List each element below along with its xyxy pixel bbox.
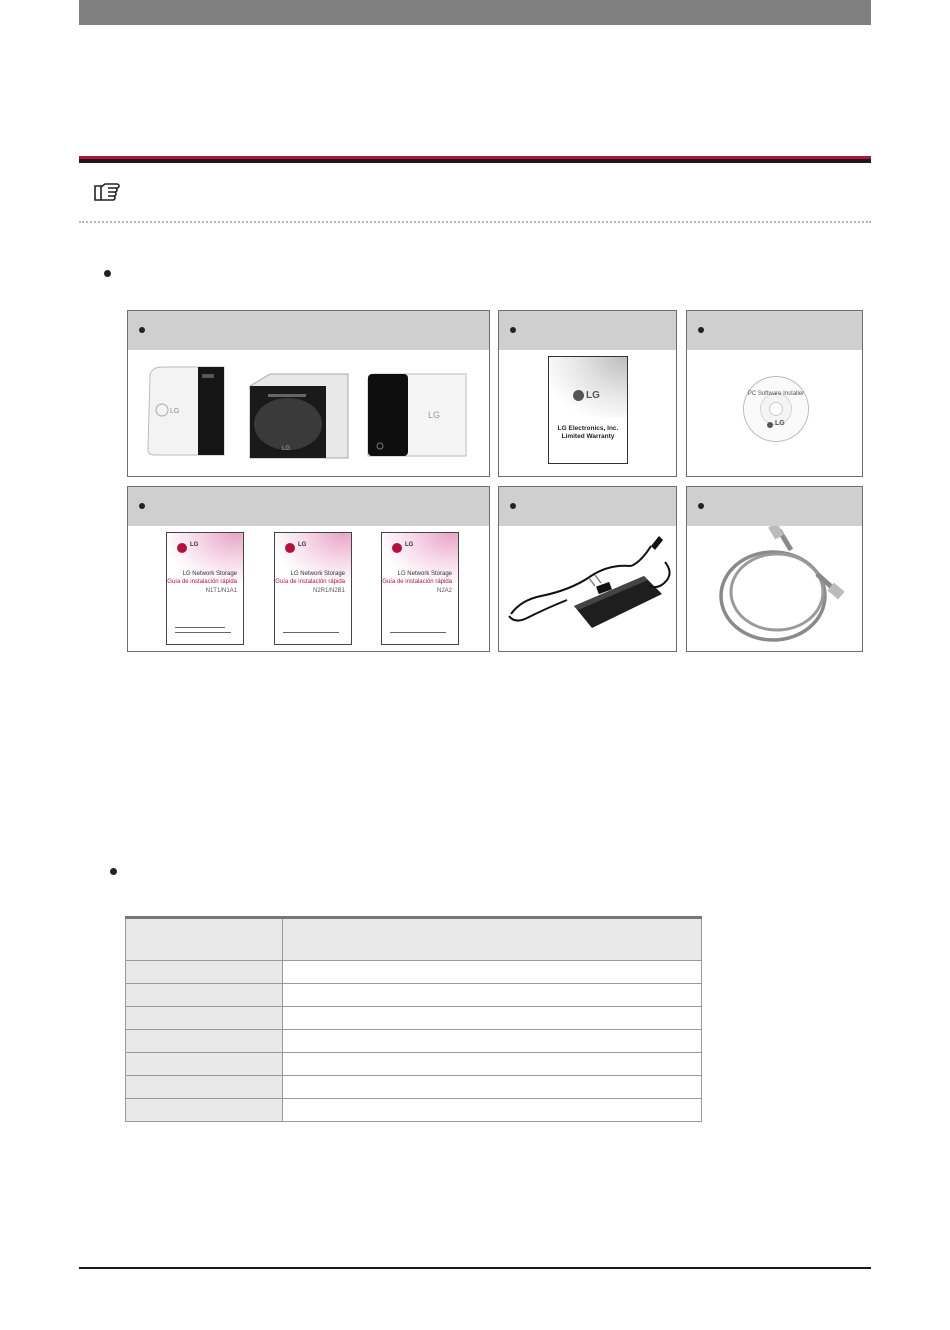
guide-title: Guía de instalación rápida xyxy=(167,579,237,585)
guide-model: N2A2 xyxy=(436,588,452,594)
svg-text:LG: LG xyxy=(282,446,291,452)
page-footer-rule xyxy=(79,1267,871,1269)
warranty-booklet xyxy=(548,356,628,464)
bullet-dot xyxy=(139,503,145,509)
pointing-hand-icon xyxy=(92,180,122,206)
guide-brand: LG xyxy=(190,542,199,548)
bullet-dot xyxy=(110,868,117,875)
guide-model: N1T1/N1A1 xyxy=(205,588,237,594)
bullet-dot xyxy=(510,327,516,333)
cd-label: PC Software Installer xyxy=(747,391,805,397)
guide-brand: LG xyxy=(405,542,414,548)
panel-software-cd xyxy=(686,310,863,477)
cd-brand: LG xyxy=(775,420,785,427)
lan-cable-image xyxy=(687,526,862,651)
guide-model: N2R1/N2B1 xyxy=(312,588,345,594)
guide-title: Guía de instalación rápida xyxy=(382,579,452,585)
bullet-dot xyxy=(698,503,704,509)
table-row xyxy=(126,1007,702,1030)
warranty-brand: LG xyxy=(586,390,600,401)
bullet-dot xyxy=(510,503,516,509)
warranty-text-line1: LG Electronics, Inc. xyxy=(557,425,619,432)
table-header-row xyxy=(126,918,702,961)
table-row xyxy=(126,1099,702,1122)
panel-header xyxy=(687,311,862,350)
bullet-dot xyxy=(139,327,145,333)
dotted-divider xyxy=(79,221,871,223)
panel-header xyxy=(128,487,489,526)
page-header-bar xyxy=(79,0,871,25)
panel-warranty xyxy=(498,310,677,477)
software-cd xyxy=(743,376,809,442)
warranty-text-line2: Limited Warranty xyxy=(561,433,615,440)
spec-table xyxy=(125,916,702,1122)
guide-product: LG Network Storage xyxy=(290,571,345,577)
section-heading-rule xyxy=(79,156,871,163)
quick-guide-cover xyxy=(166,532,244,645)
panel-header xyxy=(687,487,862,526)
guide-title: Guía de instalación rápida xyxy=(275,579,345,585)
power-adapter-image xyxy=(499,526,676,651)
table-row xyxy=(126,1076,702,1099)
panel-header xyxy=(499,487,676,526)
guide-product: LG Network Storage xyxy=(182,571,237,577)
quick-guide-cover xyxy=(381,532,459,645)
table-row xyxy=(126,1053,702,1076)
table-row xyxy=(126,961,702,984)
svg-text:LG: LG xyxy=(170,408,180,415)
bullet-dot xyxy=(698,327,704,333)
panel-power-adapter xyxy=(498,486,677,652)
quick-guide-cover xyxy=(274,532,352,645)
table-row xyxy=(126,984,702,1007)
panel-header xyxy=(499,311,676,350)
guide-product: LG Network Storage xyxy=(397,571,452,577)
panel-nas-units xyxy=(127,310,490,477)
panel-header xyxy=(128,311,489,350)
bullet-dot xyxy=(104,270,111,277)
panel-lan-cable xyxy=(686,486,863,652)
svg-text:LG: LG xyxy=(428,410,441,420)
table-row xyxy=(126,1030,702,1053)
nas-units-image xyxy=(128,350,489,476)
panel-quick-guides xyxy=(127,486,490,652)
guide-brand: LG xyxy=(298,542,307,548)
